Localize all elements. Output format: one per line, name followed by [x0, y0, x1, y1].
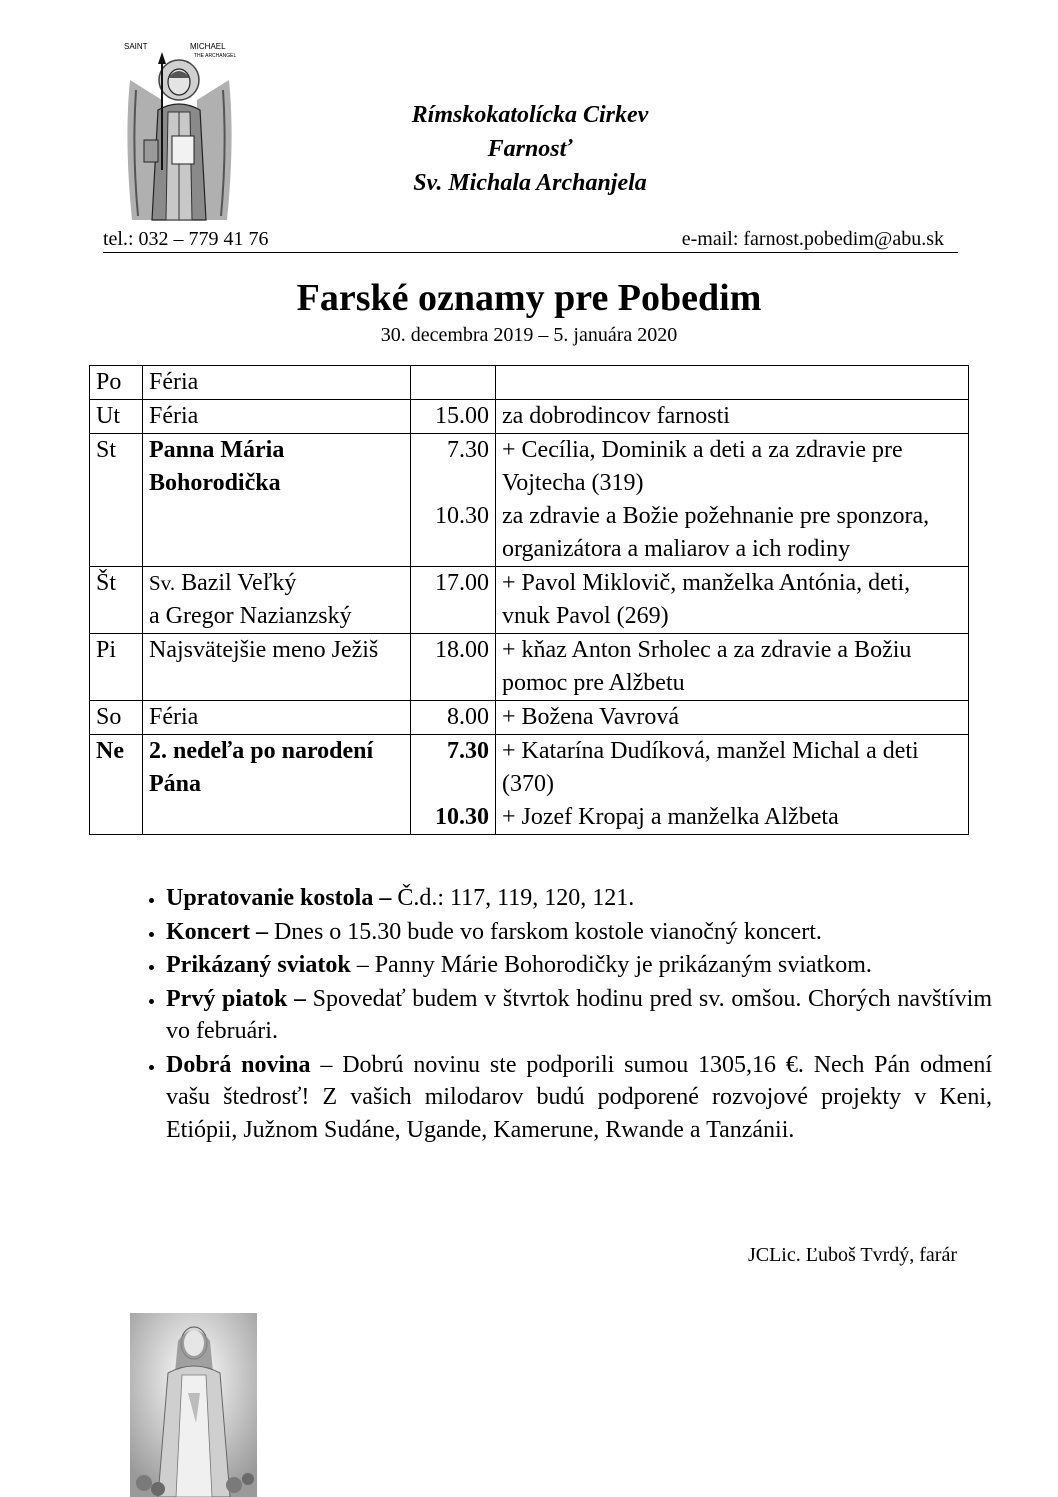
mass-schedule-table — [89, 365, 969, 835]
notice-heading: Upratovanie kostola – — [166, 885, 392, 911]
time-cell: 15.00 — [411, 400, 496, 434]
intention-cell — [496, 735, 969, 835]
notice-heading: Dobrá novina — [166, 1051, 311, 1078]
feast-cell: Najsvätejšie meno Ježiš — [143, 634, 411, 701]
intention-cell: + kňaz Anton Srholec a za zdravie a Božiu pomoc pre Alžbetu — [496, 634, 969, 701]
table-row — [90, 634, 969, 701]
feast-cell: Panna Mária Bohorodička — [143, 434, 411, 567]
feast-cell: 2. nedeľa po narodení Pána — [143, 735, 411, 835]
header-line-saint: Sv. Michala Archanjela — [413, 170, 647, 196]
feast-cell: Féria — [143, 400, 411, 434]
virgin-mary-image — [130, 1313, 257, 1497]
phone-number: tel.: 032 – 779 41 76 — [103, 228, 269, 250]
table-row — [90, 567, 969, 634]
time-value: 10.30 — [435, 804, 489, 830]
day-cell: Ut — [90, 400, 143, 434]
intention-cell — [496, 434, 969, 567]
parish-header — [300, 98, 760, 200]
feast-name: Bazil Veľký — [181, 570, 297, 596]
day-cell: Št — [90, 567, 143, 634]
notice-heading: Koncert – — [166, 918, 268, 945]
day-cell: St — [90, 434, 143, 567]
email-address[interactable]: e-mail: farnost.pobedim@abu.sk — [681, 228, 944, 250]
day-cell: Pi — [90, 634, 143, 701]
signature: JCLic. Ľuboš Tvrdý, farár — [747, 1244, 957, 1266]
table-row — [90, 735, 969, 835]
saint-michael-icon — [122, 40, 237, 222]
notice-text: – Dobrú novinu ste podporili sumou 1305,16 €. Nech Pán odmení vašu štedrosť! Z vašich milodarov budú podporené rozvojové projekty v Keni, Etiópii, Južnom Sudáne, Ugande, Kamerune, Rwande a Tanzánii. — [166, 1051, 992, 1143]
svg-text:THE ARCHANGEL: THE ARCHANGEL — [194, 53, 237, 59]
time-cell — [411, 366, 496, 400]
time-cell — [411, 735, 496, 835]
feast-prefix: Sv. — [149, 571, 176, 595]
time-value: 10.30 — [435, 503, 489, 529]
time-cell: 8.00 — [411, 701, 496, 735]
date-range: 30. decembra 2019 – 5. januára 2020 — [380, 324, 678, 346]
table-row — [90, 400, 969, 434]
intention-cell: + Pavol Miklovič, manželka Antónia, deti, vnuk Pavol (269) — [496, 567, 969, 634]
day-cell: Ne — [90, 735, 143, 835]
list-item — [166, 1049, 992, 1147]
day-cell: Po — [90, 366, 143, 400]
time-cell: 18.00 — [411, 634, 496, 701]
intention-text: + Jozef Kropaj a manželka Alžbeta — [502, 804, 839, 830]
intention-text: + Katarína Dudíková, manžel Michal a deti (370) — [502, 738, 919, 797]
svg-text:SAINT: SAINT — [124, 42, 148, 51]
list-item — [166, 983, 992, 1048]
feast-name-2: a Gregor Nazianzský — [149, 603, 352, 629]
header-line-church: Rímskokatolícka Cirkev — [411, 102, 649, 128]
header-line-parish: Farnosť — [487, 136, 573, 162]
contact-row — [103, 228, 958, 253]
day-cell: So — [90, 701, 143, 735]
notice-text: Dnes o 15.30 bude vo farskom kostole vianočný koncert. — [267, 918, 822, 945]
intention-text: + Cecília, Dominik a deti a za zdravie pre Vojtecha (319) — [502, 437, 903, 496]
feast-cell: Féria — [143, 701, 411, 735]
notice-heading: Prvý piatok – — [166, 985, 307, 1012]
table-row — [90, 701, 969, 735]
page-title: Farské oznamy pre Pobedim — [296, 277, 762, 319]
feast-cell — [143, 567, 411, 634]
intention-text: za zdravie a Božie požehnanie pre sponzora, organizátora a maliarov a ich rodiny — [502, 503, 930, 562]
notice-text: Spovedať budem v štvrtok hodinu pred sv. omšou. Chorých navštívim vo februári. — [166, 985, 993, 1044]
list-item — [166, 949, 992, 982]
time-value: 7.30 — [447, 437, 489, 463]
svg-text:MICHAEL: MICHAEL — [190, 42, 226, 51]
intention-cell — [496, 366, 969, 400]
intention-cell: + Božena Vavrová — [496, 701, 969, 735]
feast-cell: Féria — [143, 366, 411, 400]
notice-text: Č.d.: 117, 119, 120, 121. — [391, 885, 635, 911]
time-cell: 17.00 — [411, 567, 496, 634]
table-row — [90, 366, 969, 400]
list-item — [166, 916, 992, 949]
table-row — [90, 434, 969, 567]
notice-heading: Prikázaný sviatok — [166, 952, 351, 978]
notice-text: – Panny Márie Bohorodičky je prikázaným sviatkom. — [350, 952, 872, 978]
intention-cell: za dobrodincov farnosti — [496, 400, 969, 434]
notices-list — [130, 882, 992, 1147]
list-item — [166, 882, 992, 915]
time-value: 7.30 — [447, 738, 489, 764]
time-cell — [411, 434, 496, 567]
